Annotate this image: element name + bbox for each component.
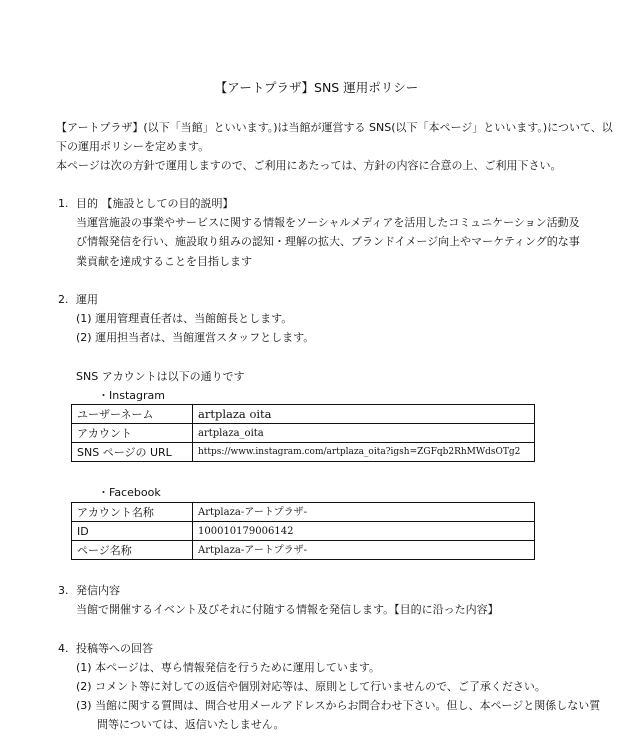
instagram-table bbox=[71, 404, 535, 462]
section1-body-line-2: び情報発信を行い、施設取り組みの認知・理解の拡大、ブランドイメージ向上やマーケティング的な事 bbox=[76, 235, 580, 248]
table-key: ID bbox=[72, 522, 193, 541]
section3-body: 当館で開催するイベント及びそれに付随する情報を発信します。【目的に沿った内容】 bbox=[76, 603, 499, 616]
table-key: アカウント名称 bbox=[72, 503, 193, 522]
table-key: アカウント bbox=[72, 424, 193, 443]
table-row bbox=[72, 405, 535, 424]
section1-heading: 目的 【施設としての目的説明】 bbox=[76, 197, 234, 210]
section2-item-1: (1) 運用管理責任者は、当館館長とします。 bbox=[76, 312, 293, 325]
table-value: Artplaza-アートプラザ- bbox=[193, 503, 535, 522]
section3-number: 3. bbox=[58, 584, 69, 597]
facebook-label: ・Facebook bbox=[98, 486, 161, 499]
table-row bbox=[72, 424, 535, 443]
section4-heading: 投稿等への回答 bbox=[76, 642, 153, 655]
document-title: 【アートプラザ】SNS 運用ポリシー bbox=[214, 80, 419, 95]
section4-item-3: (3) 当館に関する質問は、問合せ用メールアドレスからお問合わせ下さい。但し、本ページと関係しない質 bbox=[76, 699, 601, 712]
table-value: Artplaza-アートプラザ- bbox=[193, 541, 535, 560]
table-row bbox=[72, 522, 535, 541]
instagram-label: ・Instagram bbox=[98, 389, 165, 402]
intro-line-3: 本ページは次の方針で運用しますので、ご利用にあたっては、方針の内容に合意の上、ご利用下さい。 bbox=[56, 159, 562, 172]
table-value: artplaza oita bbox=[193, 405, 535, 424]
section1-number: 1. bbox=[58, 197, 69, 210]
section3-heading: 発信内容 bbox=[76, 584, 120, 597]
table-value: 100010179006142 bbox=[193, 522, 535, 541]
table-key: ページ名称 bbox=[72, 541, 193, 560]
section2-heading: 運用 bbox=[76, 293, 98, 306]
section4-number: 4. bbox=[58, 642, 69, 655]
intro-line-2: 下の運用ポリシーを定めます。 bbox=[56, 140, 210, 153]
section1-body-line-3: 業貢献を達成することを目指します bbox=[76, 255, 252, 268]
table-row bbox=[72, 541, 535, 560]
section4-item-2: (2) コメント等に対しての返信や個別対応等は、原則として行いませんので、ご了承ください。 bbox=[76, 680, 546, 693]
facebook-table bbox=[71, 502, 535, 560]
intro-line-1: 【アートプラザ】(以下「当館」といいます。)は当館が運営する SNS(以下「本ページ」といいます。)について、以 bbox=[56, 121, 613, 134]
section4-item-1: (1) 本ページは、専ら情報発信を行うために運用しています。 bbox=[76, 661, 380, 674]
table-row bbox=[72, 443, 535, 462]
table-key: SNS ページの URL bbox=[72, 443, 193, 462]
table-value: artplaza_oita bbox=[193, 424, 535, 443]
section4-item-3-cont: 問等については、返信いたしません。 bbox=[97, 718, 285, 731]
section2-item-2: (2) 運用担当者は、当館運営スタッフとします。 bbox=[76, 331, 315, 344]
instagram-url: https://www.instagram.com/artplaza_oita?igsh=ZGFqb2RhMWdsOTg2 bbox=[193, 443, 535, 462]
accounts-intro: SNS アカウントは以下の通りです bbox=[76, 370, 245, 383]
table-key: ユーザーネーム bbox=[72, 405, 193, 424]
section1-body-line-1: 当運営施設の事業やサービスに関する情報をソーシャルメディアを活用したコミュニケーション活動及 bbox=[76, 216, 580, 229]
section2-number: 2. bbox=[58, 293, 69, 306]
table-row bbox=[72, 503, 535, 522]
